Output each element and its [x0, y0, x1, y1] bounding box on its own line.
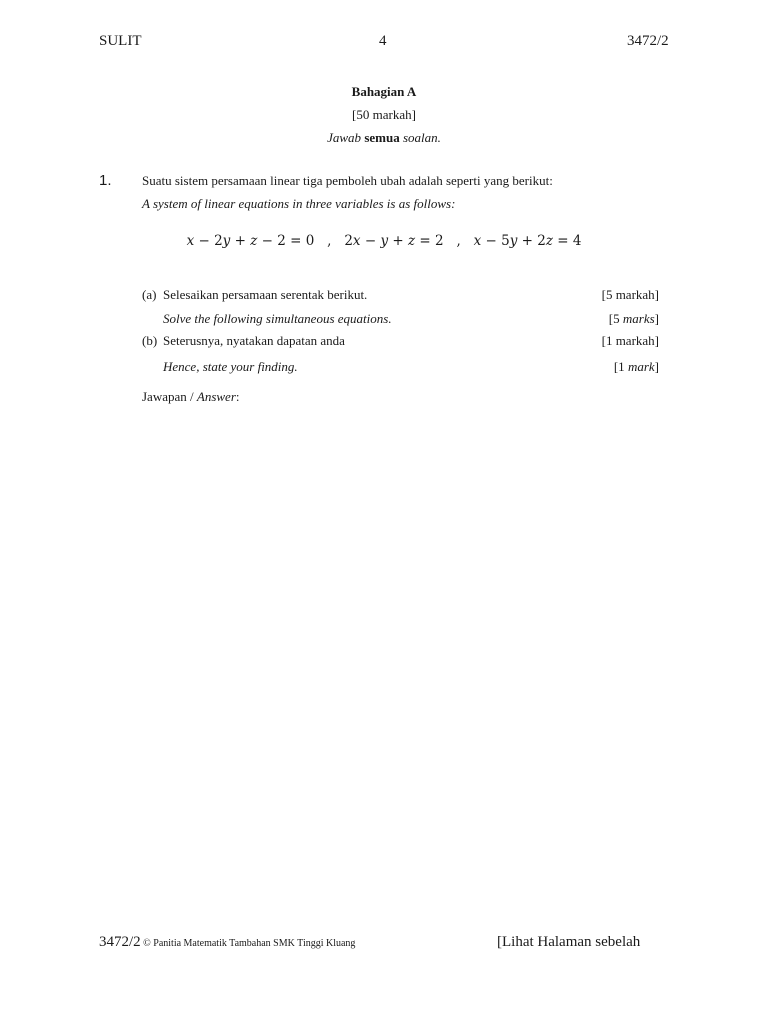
equation-system	[0, 233, 768, 249]
footer-paper-code: 3472/2	[99, 934, 141, 950]
section-instruction	[0, 130, 768, 146]
section-marks: [50 markah]	[352, 107, 416, 122]
eq1-term: +	[230, 233, 251, 249]
eq3-term: = 4	[552, 233, 582, 249]
part-a-marks-malay: [5 markah]	[601, 287, 659, 302]
equation-3	[474, 233, 582, 249]
equation-separator: ,	[327, 233, 332, 249]
eq2-term: +	[388, 233, 408, 249]
eq2-term: x	[352, 233, 361, 249]
part-b-marks-malay: [1 markah]	[601, 333, 659, 348]
part-b-text-malay: Seterusnya, nyatakan dapatan anda	[163, 333, 345, 348]
marks-post: ]	[654, 359, 659, 374]
eq1-term: y	[222, 233, 231, 249]
marks-word: marks	[622, 311, 655, 326]
answer-label-english: Answer	[196, 389, 236, 404]
eq2-term: z	[407, 233, 416, 249]
part-a-text-malay: Selesaikan persamaan serentak berikut.	[163, 287, 368, 302]
eq1-term: − 2 = 0	[257, 233, 315, 249]
answer-label	[142, 389, 240, 405]
question-number: 1.	[99, 172, 112, 189]
question-stem-malay: Suatu sistem persamaan linear tiga pemboleh ubah adalah seperti yang berikut:	[142, 173, 553, 188]
eq3-term: − 5	[481, 233, 510, 249]
marks-word: mark	[627, 359, 655, 374]
footer-code	[99, 934, 355, 951]
eq3-term: y	[509, 233, 518, 249]
marks-post: ]	[654, 311, 659, 326]
equation-separator: ,	[456, 233, 461, 249]
eq1-term: x	[186, 233, 195, 249]
footer-next-page: [Lihat Halaman sebelah	[497, 934, 641, 950]
eq2-term: y	[380, 233, 389, 249]
eq3-term: + 2	[517, 233, 546, 249]
part-a-label: (a)	[142, 287, 157, 302]
instruction-pre: Jawab	[327, 130, 365, 145]
part-a-marks-english	[609, 311, 659, 327]
eq2-term: = 2	[415, 233, 444, 249]
header-sulit: SULIT	[99, 33, 142, 49]
eq2-term: 2	[344, 233, 353, 249]
section-title: Bahagian A	[351, 84, 417, 99]
footer-copyright: © Panitia Matematik Tambahan SMK Tinggi Kluang	[140, 938, 356, 949]
equation-1	[187, 233, 315, 249]
equation-2	[344, 233, 443, 249]
part-b-text-english: Hence, state your finding.	[163, 359, 298, 374]
question-stem-english: A system of linear equations in three variables is as follows:	[142, 196, 456, 211]
instruction-post: soalan.	[399, 130, 441, 145]
eq1-term: − 2	[194, 233, 223, 249]
eq3-term: z	[545, 233, 553, 249]
marks-pre: [5	[608, 311, 623, 326]
answer-label-malay: Jawapan /	[142, 389, 197, 404]
part-a-text-english: Solve the following simultaneous equations.	[163, 311, 392, 326]
eq1-term: z	[250, 233, 258, 249]
page-number: 4	[379, 33, 387, 49]
paper-code: 3472/2	[627, 33, 669, 49]
part-b-label: (b)	[142, 333, 158, 348]
part-b-marks-english	[614, 359, 659, 375]
answer-label-colon: :	[235, 389, 240, 404]
eq3-term: x	[473, 233, 482, 249]
marks-pre: [1	[613, 359, 628, 374]
eq2-term: −	[360, 233, 381, 249]
instruction-bold: semua	[364, 130, 400, 145]
